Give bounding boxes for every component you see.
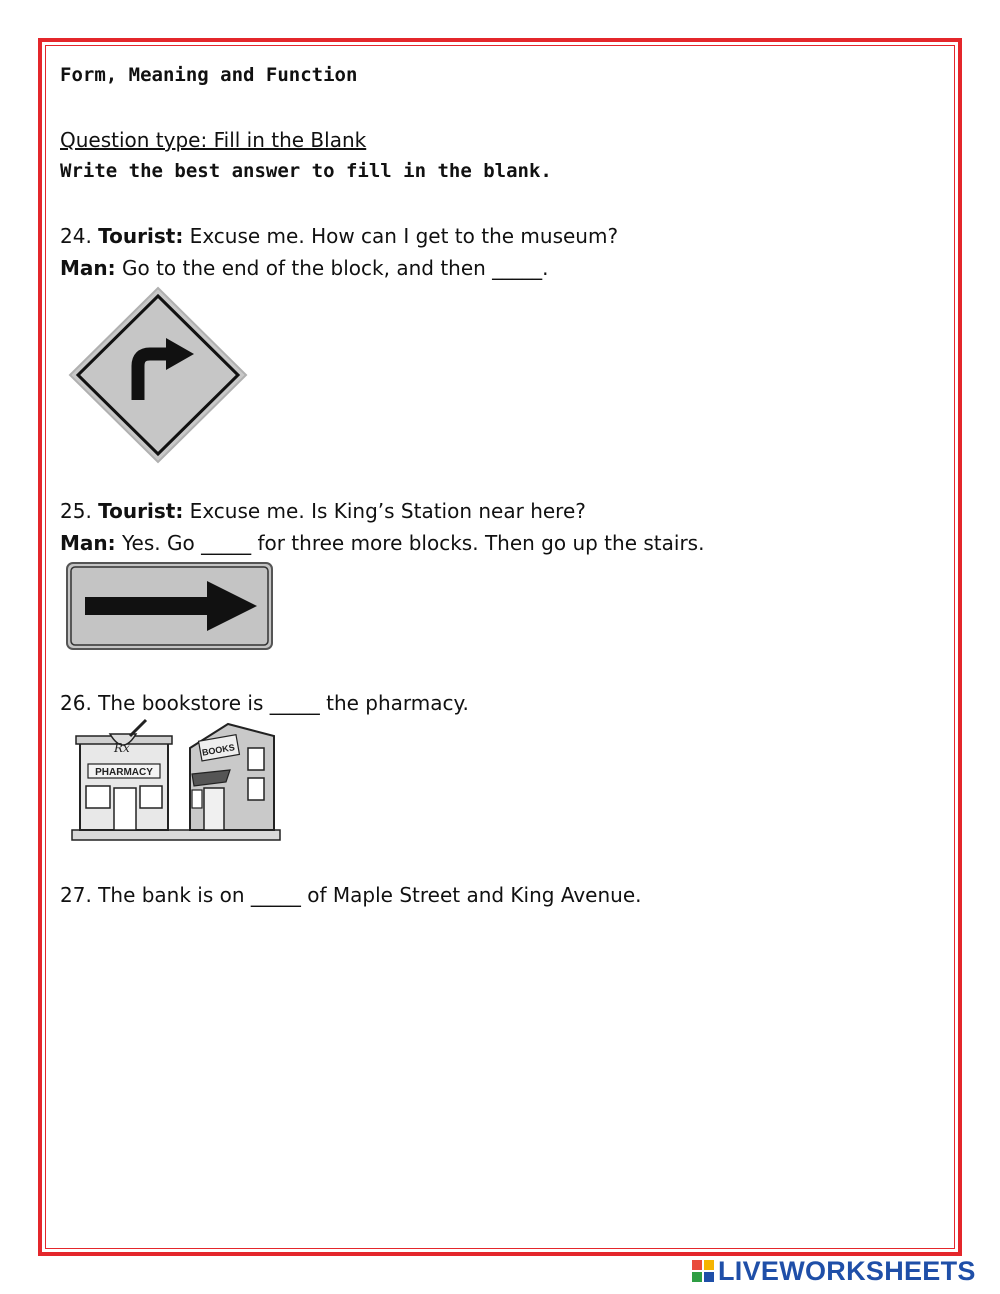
question-text: The bank is on _____ of Maple Street and King Avenue. — [91, 883, 642, 907]
instruction: Write the best answer to fill in the blank. — [60, 160, 552, 182]
question-26 — [60, 691, 469, 715]
question-text: The bookstore is _____ the pharmacy. — [91, 691, 469, 715]
speaker-label: Tourist: — [98, 499, 184, 523]
dialogue-text: Excuse me. How can I get to the museum? — [183, 224, 619, 248]
speaker-label: Man: — [60, 256, 116, 280]
liveworksheets-logo — [692, 1257, 976, 1285]
question-number: 26. — [60, 691, 92, 715]
speaker-label: Tourist: — [98, 224, 184, 248]
question-24-line-2 — [60, 256, 549, 280]
dialogue-text: Excuse me. Is King’s Station near here? — [183, 499, 586, 523]
question-number: 25. — [60, 499, 92, 523]
liveworksheets-grid-icon — [692, 1260, 714, 1282]
rx-symbol: Rx — [114, 741, 130, 755]
turn-right-sign-image — [68, 286, 248, 464]
straight-arrow-sign-image — [65, 561, 275, 651]
question-number: 24. — [60, 224, 92, 248]
books-sign: BOOKS — [201, 742, 236, 758]
pharmacy-bookstore-image — [68, 718, 283, 846]
dialogue-text: Yes. Go _____ for three more blocks. Then go up the stairs. — [115, 531, 705, 555]
question-type: Question type: Fill in the Blank — [60, 128, 367, 152]
dialogue-text: Go to the end of the block, and then _____. — [115, 256, 549, 280]
question-25-line-1 — [60, 499, 586, 523]
section-title: Form, Meaning and Function — [60, 64, 358, 86]
question-25-line-2 — [60, 531, 704, 555]
speaker-label: Man: — [60, 531, 116, 555]
question-24-line-1 — [60, 224, 618, 248]
brand-name: LIVEWORKSHEETS — [718, 1255, 976, 1286]
pharmacy-sign: PHARMACY — [95, 767, 153, 778]
question-27 — [60, 883, 642, 907]
question-number: 27. — [60, 883, 92, 907]
